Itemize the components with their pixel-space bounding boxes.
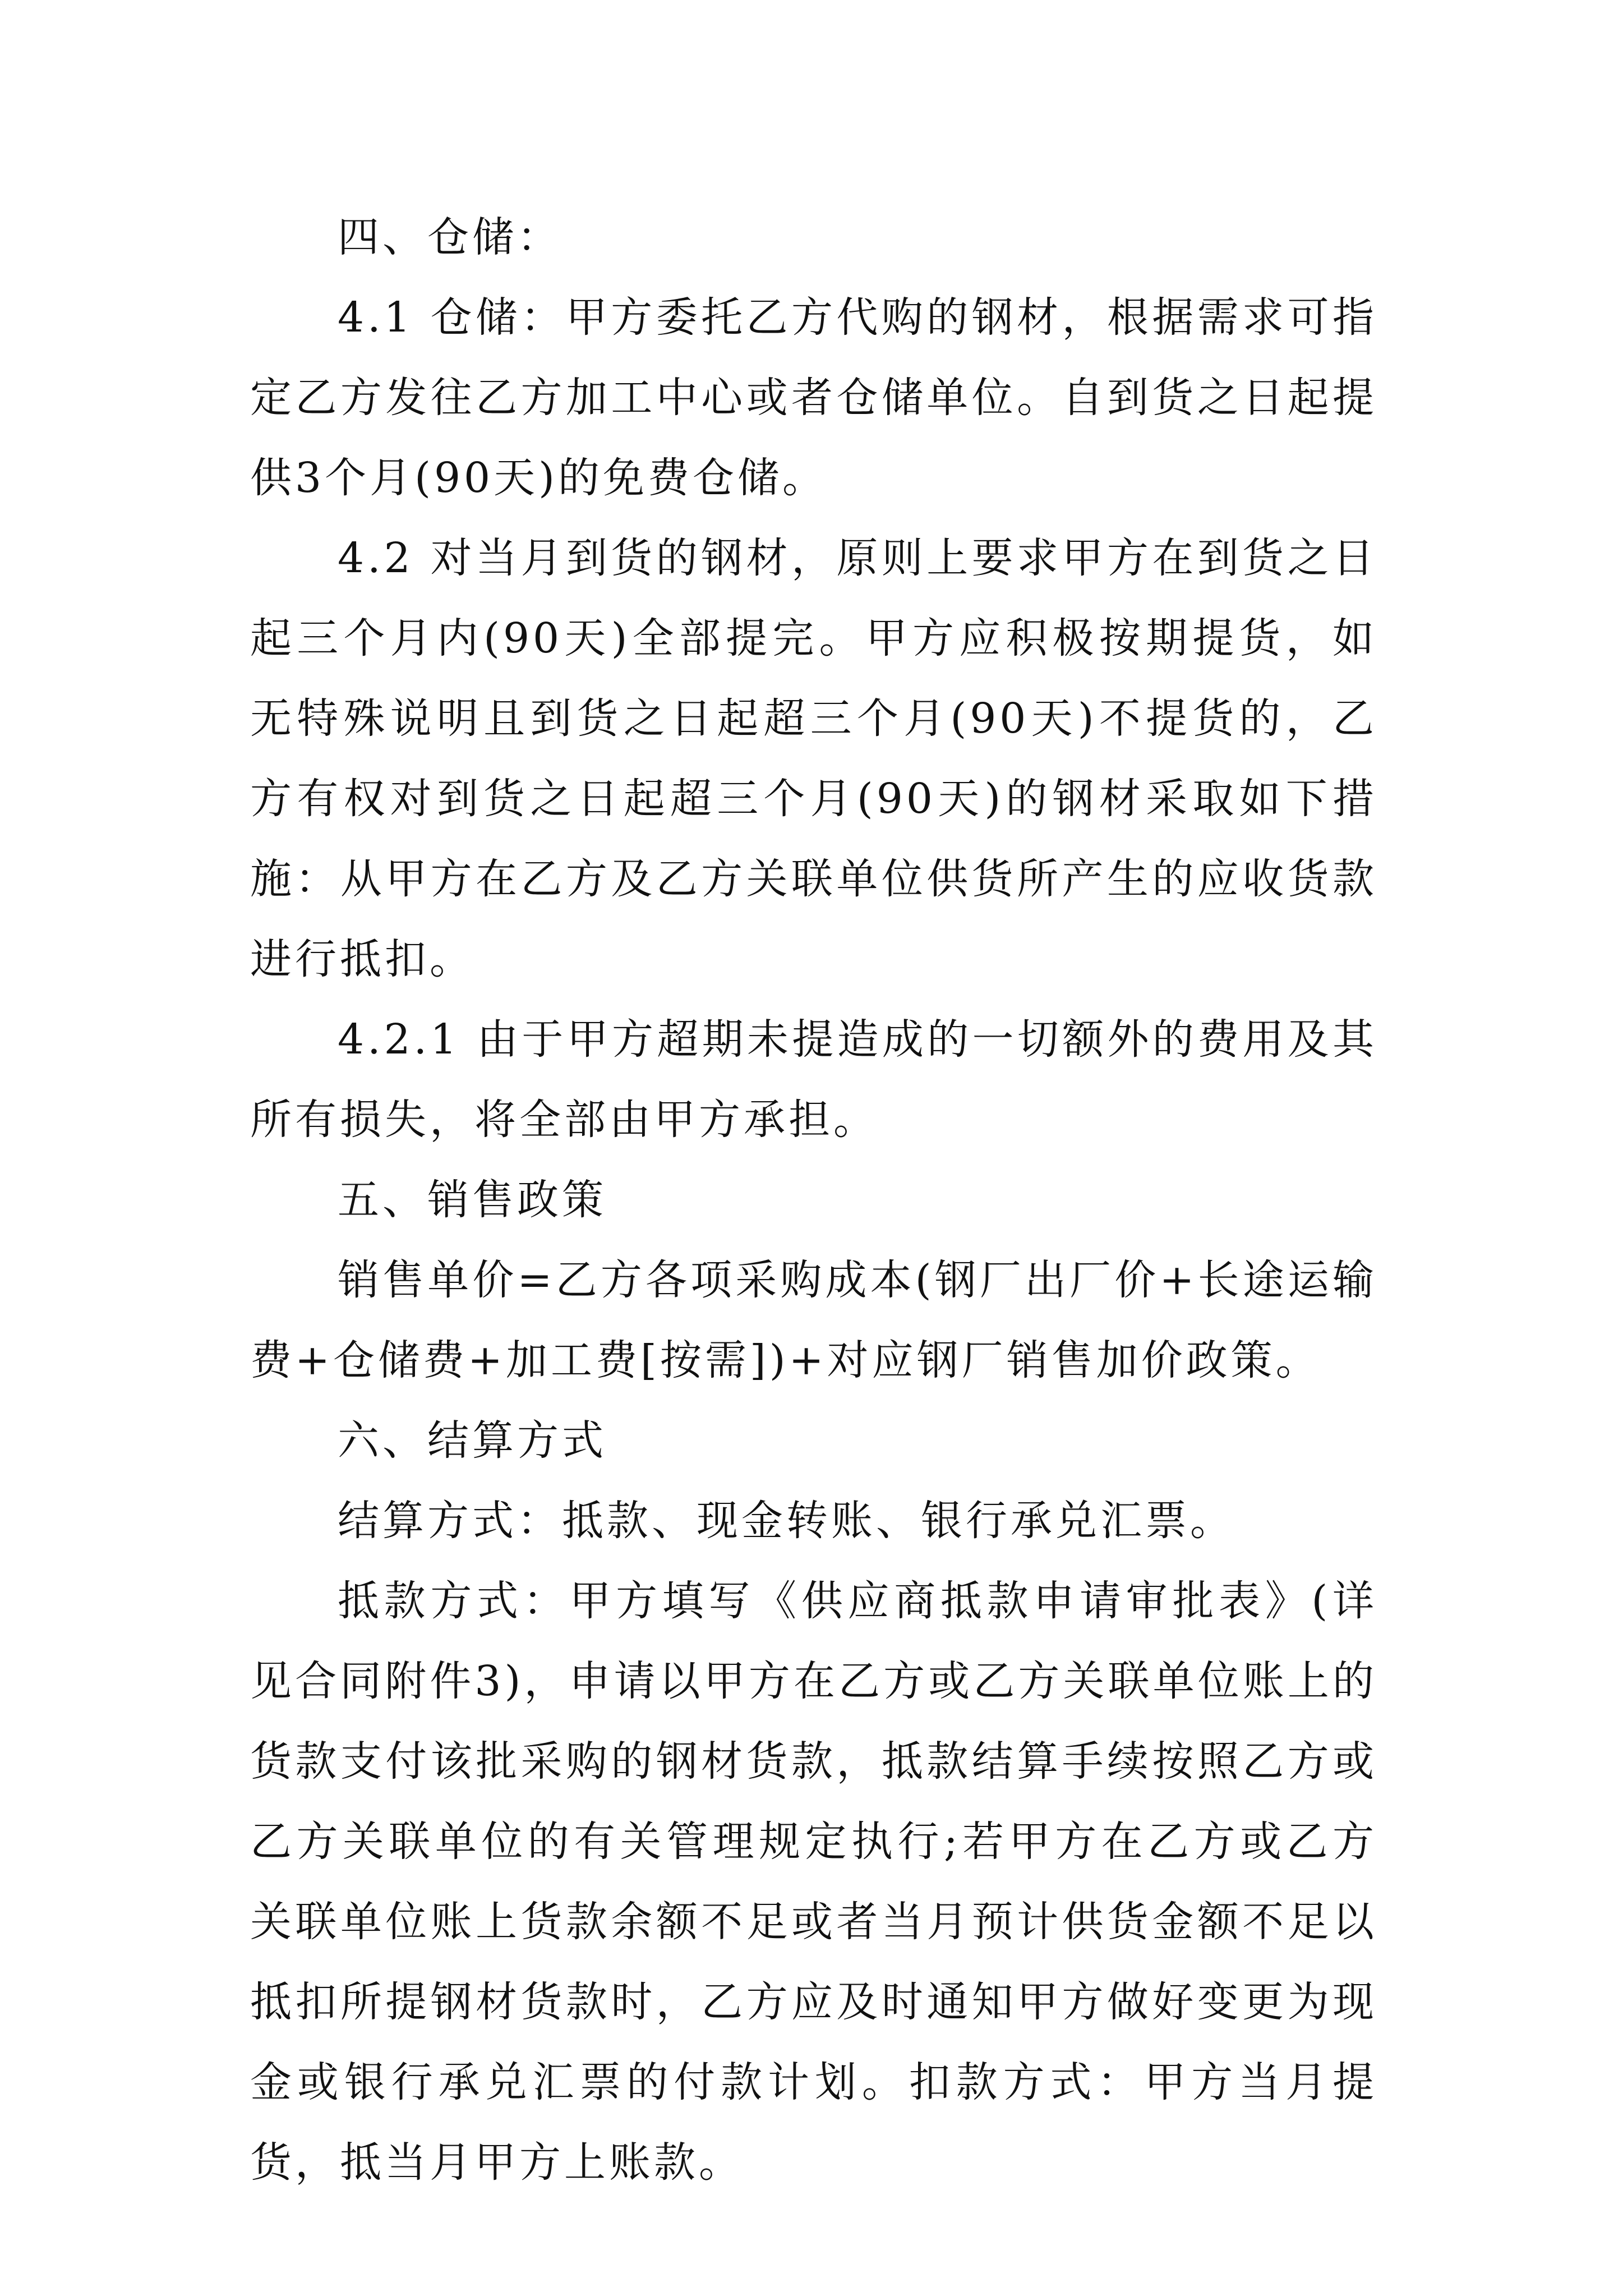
clause-4-2-pickup-deadline: 4.2 对当月到货的钢材，原则上要求甲方在到货之日起三个月内(90天)全部提完。甲方应积极按期提货，如无特殊说明且到货之日起超三个月(90天)不提货的，乙方有权对到货之日起超三个月(90天)的钢材采取如下措施：从甲方在乙方及乙方关联单位供货所产生的应收货款进行抵扣。 (250, 534, 1377, 983)
offset-payment-method: 抵款方式：甲方填写《供应商抵款申请审批表》(详见合同附件3)，申请以甲方在乙方或乙方关联单位账上的货款支付该批采购的钢材货款，抵款结算手续按照乙方或乙方关联单位的有关管理规定执行;若甲方在乙方或乙方关联单位账上货款余额不足或者当月预计供货金额不足以抵扣所提钢材货款时，乙方应及时通知甲方做好变更为现金或银行承兑汇票的付款计划。扣款方式：甲方当月提货，抵当月甲方上账款。 (250, 1577, 1377, 2187)
section-heading-storage: 四、仓储： (338, 213, 562, 261)
section-heading-settlement: 六、结算方式 (338, 1416, 607, 1465)
settlement-methods: 结算方式：抵款、现金转账、银行承兑汇票。 (338, 1497, 1235, 1545)
document-body (250, 197, 1377, 2203)
section-heading-sales-policy: 五、销售政策 (338, 1176, 607, 1224)
clause-4-2-1-overdue-costs: 4.2.1 由于甲方超期未提造成的一切额外的费用及其所有损失，将全部由甲方承担。 (250, 1015, 1377, 1144)
sales-unit-price-formula: 销售单价=乙方各项采购成本(钢厂出厂价+长途运输费+仓储费+加工费[按需])+对应钢厂销售加价政策。 (250, 1256, 1377, 1384)
clause-4-1-storage: 4.1 仓储：甲方委托乙方代购的钢材，根据需求可指定乙方发往乙方加工中心或者仓储单位。自到货之日起提供3个月(90天)的免费仓储。 (250, 293, 1377, 502)
